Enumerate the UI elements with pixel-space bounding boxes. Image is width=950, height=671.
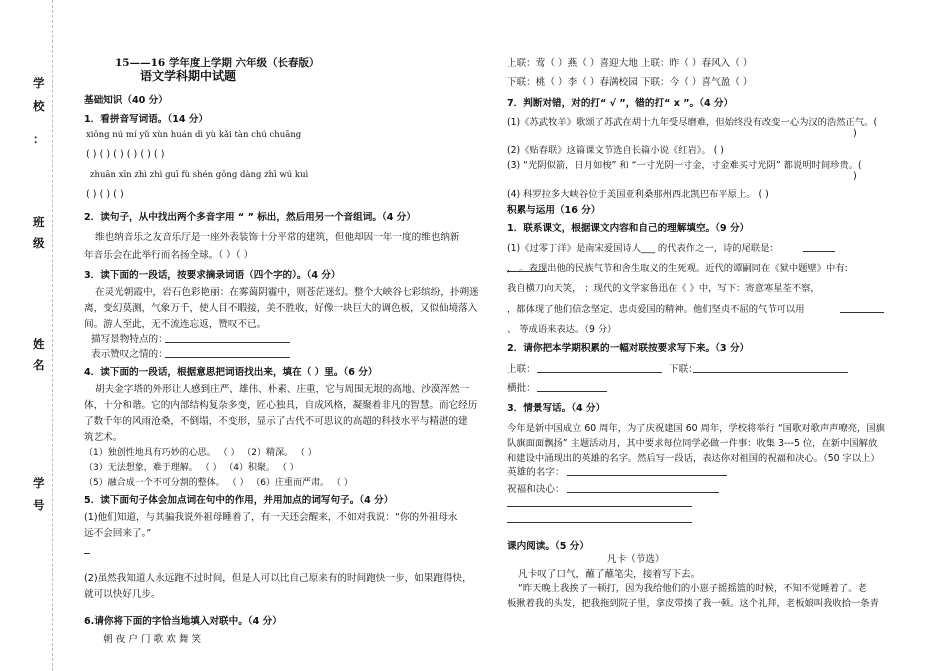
q7-item-3-paren: ) (853, 171, 857, 182)
question-3: 3．读下面的一段话，按要求摘录词语（四个字的）。（4 分） (84, 270, 341, 281)
exam-header-line1: 15——16 学年度上学期 六年级（长春版） (115, 57, 320, 69)
r1-line1: (1)《过零丁洋》是南宋爱国诗人___ 的代表作之一，诗的尾联是： (507, 243, 779, 254)
r1-line2: ， 。表现出他的民族气节和舍生取义的生死观。近代的谭嗣同在《狱中题壁》中有: (507, 263, 848, 274)
question-2: 2．读句子，从中找出两个多音字用 “ ” 标出，然后用另一个音组词。（4 分） (84, 212, 416, 223)
q6-characters: 朝 夜 户 门 歌 欢 舞 笑 (103, 634, 202, 645)
binding-line (52, 0, 54, 671)
r2-upper-label: 上联： (507, 364, 536, 375)
question-r3: 3．情景写话。（4 分） (507, 403, 606, 414)
q7-item-2: (2)《贴春联》这篇课文节选自长篇小说《红岩》。 ( ) (507, 145, 724, 156)
r3-hero-names-blank[interactable] (567, 475, 727, 476)
r1-blank-poem-line[interactable] (803, 251, 835, 252)
q3-text-line1: 在灵光朝霞中，岩石色彩艳丽：在雾蔼阴霾中，则苍茫迷幻。整个大峡谷七彩缤纷，扑朔迷 (95, 287, 479, 298)
reading-para-2-line2: 板揪着我的头发，把我拖到院子里，拿皮带揍了我一顿。这个礼拜，老板娘叫我收拾一条青 (507, 598, 879, 609)
exam-title: 语文学科期中试题 (140, 69, 237, 83)
question-6: 6.请你将下面的字恰当地填入对联中。（4 分） (84, 616, 282, 627)
reading-para-2-line1: “昨天晚上我挨了一顿打，因为我给他们的小崽子摇摇篮的时候，不知不觉睡着了。老 (518, 583, 867, 594)
answer-parens-row-1: ( ) ( ) ( ) ( ) ( ) ( ) (86, 149, 165, 160)
question-1: 1．看拼音写词语。（14 分） (84, 114, 209, 125)
pinyin-row-2: zhuān xīn zhì zhì guī fù shén gōng dàng zhī wú kuì (90, 170, 309, 180)
section-accumulation: 积累与运用（16 分） (507, 205, 601, 216)
q3-answer-label-a: 描写景物特点的： (91, 334, 168, 345)
r3-wishes-blank-2[interactable] (507, 506, 692, 507)
q4-text-line4: 筑艺术。 (84, 432, 123, 443)
q4-item-row-2: （3）无法想象，难于理解。 （ ） （4）积聚。 （ ） (84, 463, 299, 473)
r1-line5: 、 等成语来表达。（9 分） (507, 324, 617, 335)
q7-item-4: (4) 科罗拉多大峡谷位于美国亚利桑那州西北凯巴布平原上。 ( ) (507, 189, 769, 200)
pinyin-row-1: xiōng nú mí yǔ xùn huán dì yù kǎi tàn chú chuāng (86, 130, 302, 140)
answer-parens-row-2: ( ) ( ) ( ) (86, 189, 124, 200)
side-school-char1: 学 (33, 76, 45, 90)
side-number-char2: 号 (33, 498, 45, 512)
side-colon: ： (33, 132, 45, 146)
q3-answer-blank-b[interactable] (165, 357, 290, 358)
q3-text-line3: 间。游人至此，无不流连忘返，赞叹不已。 (84, 319, 267, 330)
r3-wishes-blank-3[interactable] (507, 522, 692, 523)
reading-title: 凡卡（节选） (607, 554, 665, 565)
question-4: 4．读下面的一段话，根据意思把词语找出来，填在（ ）里。（6 分） (84, 367, 378, 378)
r3-hero-names-label: 英雄的名字： (507, 467, 565, 478)
r3-text-line3: 和建设中涌现出的英雄的名字。然后写一段话，表达你对祖国的祝福和决心。（50 字以上） (507, 453, 880, 464)
r1-blank-a[interactable] (507, 271, 547, 272)
q5-sentence-1-line1: (1)他们知道，与其骗我说外祖母睡着了，有一天还会醒来，不如对我说：“你的外祖母永 (84, 512, 458, 523)
r3-text-line2: 队旗面面飘扬” 主题活动月，其中要求每位同学必做一件事：收集 3---5 位，在新中国解放 (507, 438, 878, 449)
section-basic-knowledge: 基础知识（40 分） (84, 95, 168, 106)
q3-text-line2: 离，变幻莫测，气象万千，使人目不暇接，美不胜收，好像一块巨大的调色板，又似仙境落入 (84, 303, 478, 314)
side-number-char1: 学 (33, 476, 45, 490)
r2-horizontal-label: 横批： (507, 383, 536, 394)
r1-blank-idiom-1[interactable] (840, 312, 884, 313)
couplet-row-2: 下联：桃（ ）李（ ）春满校园 下联：今（ ）喜气盈（ ） (507, 77, 753, 88)
side-school-char2: 校 (33, 99, 45, 113)
q2-text-line2: 年音乐会在此举行而名扬全球。（ ）（ ） (84, 250, 254, 261)
q5-answer-blank-1[interactable] (84, 553, 90, 554)
q3-answer-label-b: 表示赞叹之情的： (91, 349, 168, 360)
r3-wishes-blank-1[interactable] (567, 492, 719, 493)
r2-upper-blank[interactable] (537, 372, 662, 373)
side-name-char2: 名 (33, 358, 45, 372)
side-name-char1: 姓 (33, 337, 45, 351)
q3-answer-blank-a[interactable] (165, 342, 290, 343)
q4-text-line1: 胡夫金字塔的外形让人感到庄严、雄伟、朴素、庄重，它与周围无垠的高地、沙漠浑然一 (95, 384, 470, 395)
question-7: 7．判断对错，对的打“ √ ”，错的打“ x ”。（4 分） (507, 98, 734, 109)
q5-sentence-2-line1: (2)虽然我知道人永远跑不过时间，但是人可以比自己原来有的时间跑快一步，如果跑得快， (84, 573, 472, 584)
q4-text-line2: 体，十分和谐。它的内部结构复杂多变，匠心独具，自成风格，凝聚着非凡的智慧。而它经历 (84, 400, 478, 411)
r1-line3: 我自横刀向天笑， ；现代的文学家鲁迅在《 》中，写下：寄意寒星荃不察， (507, 283, 820, 294)
q5-sentence-2-line2: 就可以快好几步。 (84, 589, 161, 600)
side-class-char2: 级 (33, 236, 45, 250)
reading-para-1: 凡卡叹了口气，蘸了蘸笔尖，接着写下去。 (518, 569, 701, 580)
q2-text-line1: 维也纳音乐之友音乐厅是一座外表装饰十分平常的建筑，但他却因一年一度的维也纳新 (95, 232, 460, 243)
question-5: 5．读下面句子体会加点词在句中的作用，并用加点的词写句子。（4 分） (84, 495, 394, 506)
question-r1: 1．联系课文，根据课文内容和自己的理解填空。（9 分） (507, 223, 750, 234)
q4-text-line3: 了数千年的风雨沧桑，不倒塌，不变形，显示了古代不可思议的高超的科技水平与精湛的建 (84, 416, 468, 427)
r2-horizontal-blank[interactable] (537, 391, 607, 392)
question-r2: 2．请你把本学期积累的一幅对联按要求写下来。（3 分） (507, 343, 750, 354)
r3-wishes-label: 祝福和决心： (507, 484, 565, 495)
q5-sentence-1-line2: 远不会回来了。” (84, 528, 152, 539)
q7-item-3: (3) “光阴似箭，日月如梭” 和 “一寸光阴一寸金，寸金难买寸光阴” 都说明时间珍贵。( (507, 160, 862, 171)
section-reading: 课内阅读。（5 分） (507, 541, 589, 552)
q7-item-1-paren: ) (853, 128, 857, 139)
r3-text-line1: 今年是新中国成立 60 周年，为了庆祝建国 60 周年，学校将举行 “国歌对歌声声嘹亮，国旗 (507, 423, 885, 434)
q4-item-row-3: （5）融合成一个不可分割的整体。 （ ） （6）庄重而严肃。 （ ） (84, 478, 353, 488)
r2-lower-label: 下联： (669, 364, 698, 375)
q4-item-row-1: （1）独创性地具有巧妙的心思。 （ ） （2）精深。 （ ） (84, 448, 317, 458)
r1-line4: ，都体现了他们信念坚定、忠贞爱国的精神。他们坚贞不屈的气节可以用 (507, 304, 805, 315)
r2-lower-blank[interactable] (693, 372, 848, 373)
q7-item-1: (1)《苏武牧羊》歌颂了苏武在胡十九年受尽磨难，但始终没有改变一心为汉的浩然正气。( (507, 117, 878, 128)
side-class-char1: 班 (33, 215, 45, 229)
couplet-row-1: 上联：莺（ ）燕（ ）喜迎大地 上联：昨（ ）春风入（ ） (507, 58, 753, 69)
